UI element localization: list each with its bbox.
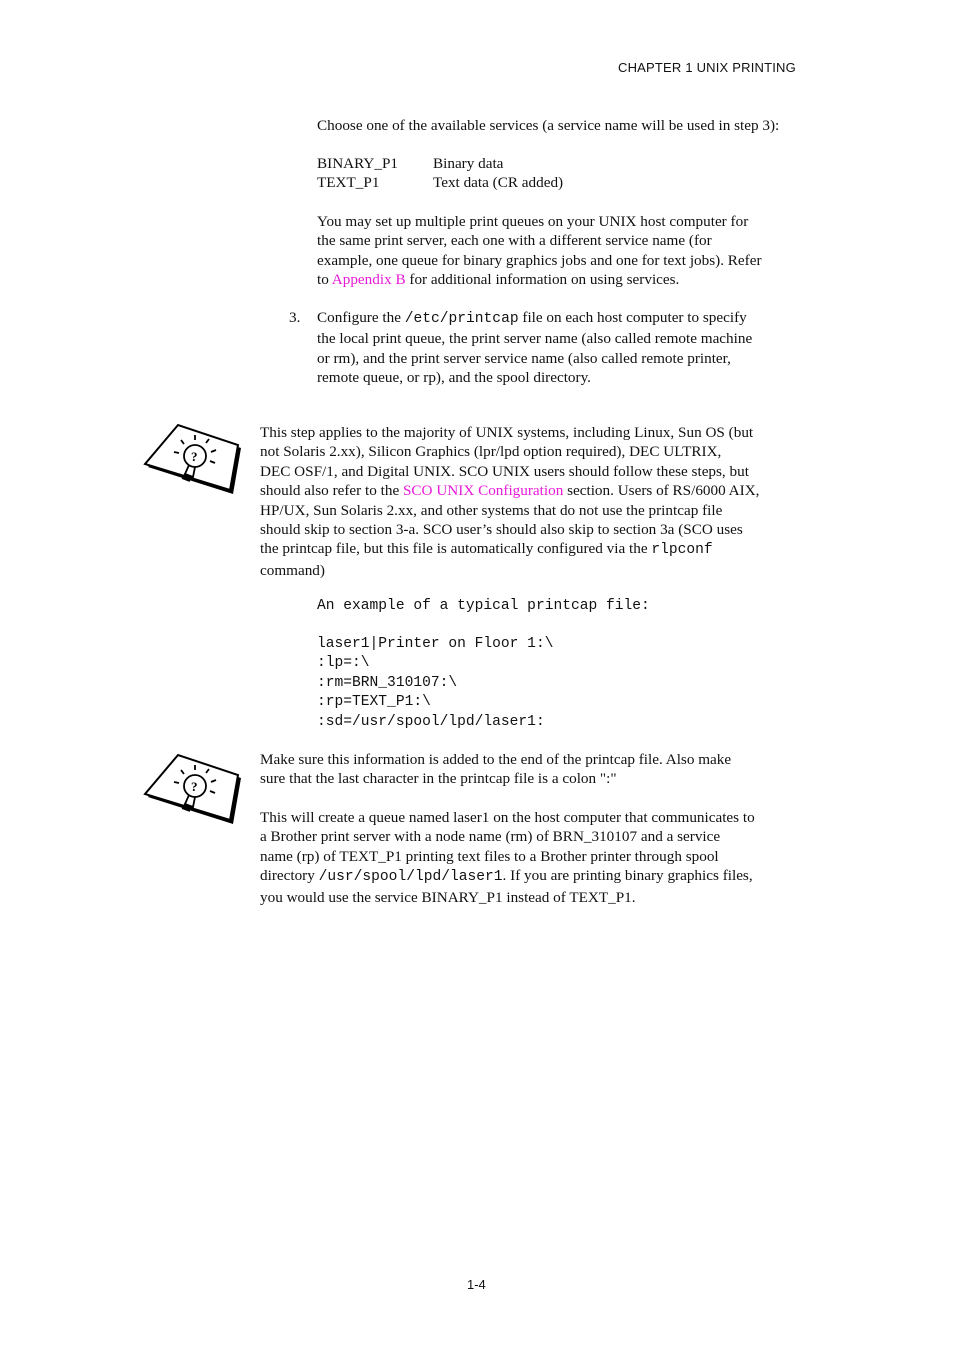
text-fragment: Configure the [317,309,405,326]
code-line: :sd=/usr/spool/lpd/laser1: [317,713,545,730]
services-para-line: the same print server, each one with a different service name (for [317,232,712,250]
sco-unix-configuration-link[interactable]: SCO UNIX Configuration [402,482,564,500]
services-para-line [317,270,762,289]
closing-line: name (rp) of TEXT_P1 printing text files to a Brother printer through spool [260,847,719,865]
service-desc-text: Text data (CR added) [433,174,564,191]
step-number: 3. [289,309,301,326]
service-name-binary: BINARY_P1 [317,155,399,172]
service-desc-binary: Binary data [433,155,504,172]
code-line: laser1|Printer on Floor 1:\ [317,636,554,652]
lightbulb-note-icon [143,752,243,832]
services-para-line: You may set up multiple print queues on your UNIX host computer for [317,213,749,230]
note-line: HP/UX, Sun Solaris 2.xx, and other systems that do not use the printcap file [260,501,723,519]
closing-line: a Brother print server with a node name (rm) of BRN_310107 and a service [260,828,721,846]
note-line: This step applies to the majority of UNIX systems, including Linux, Sun OS (but [260,424,754,441]
service-name-text: TEXT_P1 [317,174,380,191]
closing-line: you would use the service BINARY_P1 instead of TEXT_P1. [260,888,636,906]
chapter-header: CHAPTER 1 UNIX PRINTING [618,60,796,75]
closing-line: This will create a queue named laser1 on the host computer that communicates to [260,809,755,826]
step3-line [317,308,752,329]
step3-paragraph [317,308,752,388]
services-intro: Choose one of the available services (a service name will be used in step 3): [317,117,780,134]
note-line: sure that the last character in the printcap file is a colon ":" [260,770,617,788]
step3-line: remote queue, or rp), and the spool directory. [317,369,591,387]
text-fragment: the printcap file, but this file is automatically configured via the [260,540,652,558]
note-line: not Solaris 2.xx), Silicon Graphics (lpr/lpd option required), DEC ULTRIX, [260,443,722,461]
note-paragraph [260,423,759,580]
note-line: Make sure this information is added to the end of the printcap file. Also make [260,751,732,768]
lightbulb-note-icon [143,422,243,502]
code-line: :rm=BRN_310107:\ [317,674,458,691]
text-fragment: to [317,271,332,289]
code-line: :lp=:\ [317,655,370,672]
text-fragment: should also refer to the [260,482,403,500]
page-number: 1-4 [467,1277,486,1292]
printcap-code-block [317,635,553,732]
text-fragment: directory [260,867,319,885]
closing-line [260,866,755,887]
text-fragment: for additional information on using services. [405,271,680,289]
spool-path-code: /usr/spool/lpd/laser1 [318,869,503,886]
text-fragment: . If you are printing binary graphics files, [502,867,753,885]
note-line: command) [260,561,325,579]
closing-paragraph [260,808,755,907]
note-line [260,481,759,500]
note-line [260,539,759,560]
svg-text:?: ? [191,779,198,794]
svg-text:?: ? [191,449,198,464]
text-fragment: section. Users of RS/6000 AIX, [563,482,760,500]
services-para-line: example, one queue for binary graphics jobs and one for text jobs). Refer [317,251,762,269]
code-line: :rp=TEXT_P1:\ [317,694,431,711]
rlpconf-code: rlpconf [651,542,713,559]
text-fragment: file on each host computer to specify [518,309,747,326]
step3-line: the local print queue, the print server name (also called remote machine [317,330,753,348]
services-paragraph [317,212,762,290]
appendix-b-link[interactable]: Appendix B [331,271,406,289]
step3-line: or rm), and the print server service name (also called remote printer, [317,349,731,367]
printcap-path-code: /etc/printcap [404,311,519,327]
note-line: DEC OSF/1, and Digital UNIX. SCO UNIX users should follow these steps, but [260,462,749,480]
note-line: should skip to section 3-a. SCO user’s should also skip to section 3a (SCO uses [260,521,743,539]
note-paragraph [260,750,731,789]
code-intro: An example of a typical printcap file: [317,598,650,614]
